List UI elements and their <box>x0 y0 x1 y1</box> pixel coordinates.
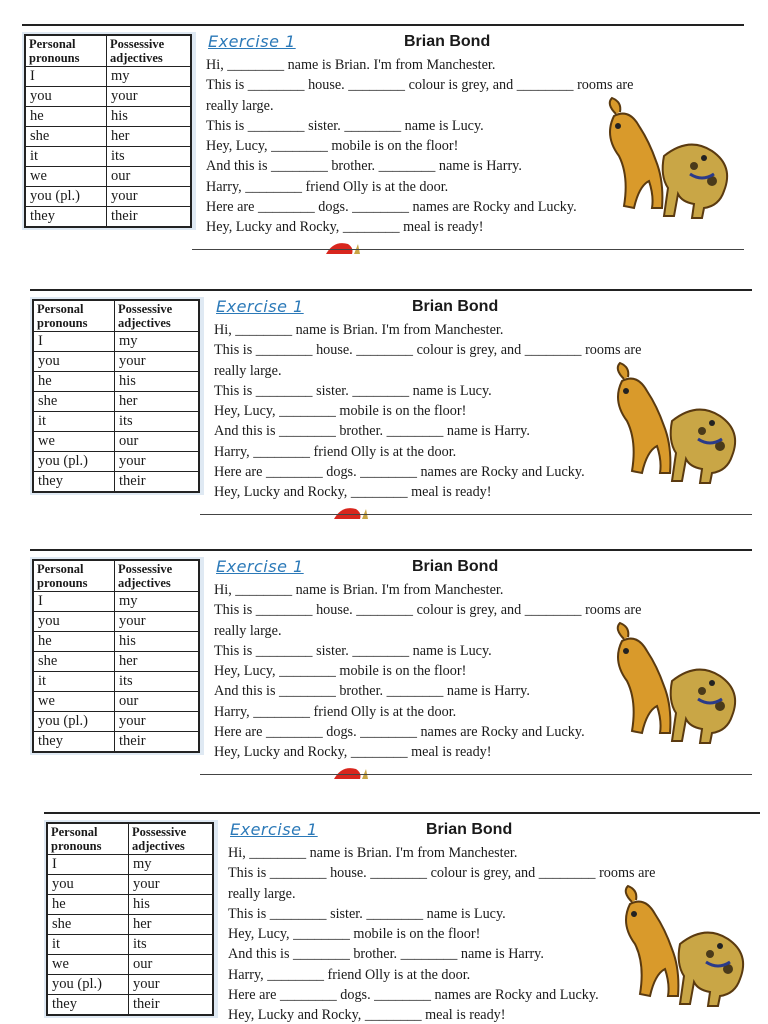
card-top-rule <box>30 289 752 291</box>
sentence-line: And this is ________ brother. ________ name is Harry. <box>228 946 544 963</box>
pronoun-cell: you <box>33 352 115 372</box>
pronoun-cell: they <box>47 995 129 1016</box>
adjective-cell: your <box>129 975 214 995</box>
dogs-illustration <box>610 884 760 1014</box>
sentence-line: Here are ________ dogs. ________ names are Rocky and Lucky. <box>214 464 585 481</box>
name-title: Brian Bond <box>412 558 499 575</box>
table-row <box>25 67 191 87</box>
table-row <box>33 452 199 472</box>
adjective-cell: your <box>115 612 200 632</box>
pronoun-table-wrapper <box>30 297 204 495</box>
adjective-cell: your <box>107 187 192 207</box>
name-title: Brian Bond <box>412 298 499 315</box>
pronoun-cell: you <box>47 875 129 895</box>
adjective-cell: our <box>107 167 192 187</box>
dogs-illustration <box>602 361 752 491</box>
pronoun-cell: he <box>25 107 107 127</box>
table-row <box>33 712 199 732</box>
sentence-line: Hi, ________ name is Brian. I'm from Manchester. <box>206 57 496 73</box>
table-row <box>33 652 199 672</box>
pronoun-cell: it <box>47 935 129 955</box>
header-possessive-adjectives: Possessive adjectives <box>129 823 214 855</box>
bird-illustration <box>324 240 364 254</box>
table-row <box>33 472 199 493</box>
pronoun-table <box>24 34 192 228</box>
pronoun-cell: he <box>33 372 115 392</box>
table-row <box>47 995 213 1016</box>
sentence-line: Here are ________ dogs. ________ names are Rocky and Lucky. <box>228 987 599 1004</box>
pronoun-cell: she <box>33 392 115 412</box>
table-row <box>25 147 191 167</box>
pronoun-cell: I <box>47 855 129 875</box>
sentence-line: Hey, Lucy, ________ mobile is on the floor! <box>206 138 459 155</box>
card-top-rule <box>30 549 752 551</box>
sentence-line: Hey, Lucy, ________ mobile is on the floor! <box>214 403 467 420</box>
sentence-line: This is ________ sister. ________ name is Lucy. <box>214 382 492 399</box>
adjective-cell: their <box>115 472 200 493</box>
adjective-cell: my <box>115 332 200 352</box>
sentence-line: And this is ________ brother. ________ name is Harry. <box>214 423 530 440</box>
adjective-cell: her <box>115 392 200 412</box>
exercise-title: Exercise 1 <box>208 32 296 51</box>
sentence-line: Hey, Lucky and Rocky, ________ meal is ready! <box>206 219 484 236</box>
pronoun-cell: she <box>33 652 115 672</box>
card-top-rule <box>22 24 744 26</box>
adjective-cell: its <box>115 412 200 432</box>
adjective-cell: her <box>129 915 214 935</box>
table-row <box>47 915 213 935</box>
adjective-cell: his <box>107 107 192 127</box>
header-personal-pronouns: Personal pronouns <box>47 823 129 855</box>
pronoun-table-wrapper <box>44 820 218 1018</box>
table-row <box>25 87 191 107</box>
pronoun-cell: we <box>33 432 115 452</box>
pronoun-table <box>32 559 200 753</box>
adjective-cell: our <box>115 692 200 712</box>
worksheet-card <box>30 289 752 517</box>
sentence-line: really large. <box>214 362 282 379</box>
table-row <box>47 855 213 875</box>
pronoun-cell: he <box>33 632 115 652</box>
adjective-cell: your <box>115 452 200 472</box>
sentence-line: And this is ________ brother. ________ name is Harry. <box>214 683 530 700</box>
worksheet-card <box>30 549 752 777</box>
pronoun-cell: they <box>25 207 107 228</box>
sentence-line: Harry, ________ friend Olly is at the door. <box>214 443 457 460</box>
adjective-cell: her <box>115 652 200 672</box>
header-personal-pronouns: Personal pronouns <box>25 35 107 67</box>
sentence-line: Hey, Lucy, ________ mobile is on the floor! <box>214 663 467 680</box>
table-row <box>47 975 213 995</box>
exercise-title: Exercise 1 <box>230 820 318 839</box>
header-possessive-adjectives: Possessive adjectives <box>115 300 200 332</box>
worksheet-card <box>22 24 744 252</box>
header-personal-pronouns: Personal pronouns <box>33 300 115 332</box>
sentence-line: Hi, ________ name is Brian. I'm from Manchester. <box>214 582 504 598</box>
adjective-cell: its <box>115 672 200 692</box>
adjective-cell: your <box>107 87 192 107</box>
pronoun-cell: we <box>33 692 115 712</box>
table-row <box>33 672 199 692</box>
sentence-line: Harry, ________ friend Olly is at the door. <box>214 703 457 720</box>
sentence-line: This is ________ house. ________ colour is grey, and ________ rooms are <box>214 342 642 359</box>
table-row <box>47 955 213 975</box>
sentence-line: This is ________ sister. ________ name is Lucy. <box>214 642 492 659</box>
table-row <box>33 692 199 712</box>
pronoun-cell: you <box>33 612 115 632</box>
sentence-line: And this is ________ brother. ________ name is Harry. <box>206 158 522 175</box>
pronoun-cell: we <box>47 955 129 975</box>
table-row <box>47 935 213 955</box>
pronoun-table-wrapper <box>30 557 204 755</box>
table-row <box>33 632 199 652</box>
table-row <box>33 372 199 392</box>
card-top-rule <box>44 812 760 814</box>
table-row <box>25 107 191 127</box>
pronoun-cell: I <box>25 67 107 87</box>
adjective-cell: their <box>107 207 192 228</box>
sentence-line: Hi, ________ name is Brian. I'm from Manchester. <box>214 322 504 338</box>
adjective-cell: its <box>107 147 192 167</box>
pronoun-cell: they <box>33 732 115 753</box>
bird-illustration <box>332 765 372 779</box>
adjective-cell: his <box>129 895 214 915</box>
adjective-cell: your <box>115 712 200 732</box>
table-row <box>25 167 191 187</box>
adjective-cell: your <box>115 352 200 372</box>
pronoun-table <box>32 299 200 493</box>
sentence-line: really large. <box>214 622 282 639</box>
exercise-title: Exercise 1 <box>216 557 304 576</box>
adjective-cell: his <box>115 372 200 392</box>
worksheet-card <box>44 812 760 1024</box>
sentence-line: Hi, ________ name is Brian. I'm from Manchester. <box>228 845 518 861</box>
table-row <box>47 875 213 895</box>
sentence-line: really large. <box>228 885 296 902</box>
table-row <box>25 207 191 228</box>
table-row <box>33 392 199 412</box>
pronoun-cell: we <box>25 167 107 187</box>
pronoun-cell: it <box>33 672 115 692</box>
exercise-sentences <box>206 55 646 238</box>
table-row <box>33 592 199 612</box>
header-possessive-adjectives: Possessive adjectives <box>115 560 200 592</box>
table-row <box>33 612 199 632</box>
pronoun-cell: you (pl.) <box>47 975 129 995</box>
dogs-illustration <box>602 621 752 751</box>
sentence-line: This is ________ house. ________ colour is grey, and ________ rooms are <box>206 77 634 94</box>
pronoun-cell: you (pl.) <box>33 712 115 732</box>
adjective-cell: your <box>129 875 214 895</box>
pronoun-table <box>46 822 214 1016</box>
name-title: Brian Bond <box>404 33 491 50</box>
sentence-line: Harry, ________ friend Olly is at the door. <box>206 178 449 195</box>
adjective-cell: my <box>107 67 192 87</box>
adjective-cell: their <box>115 732 200 753</box>
table-row <box>47 895 213 915</box>
sentence-line: Harry, ________ friend Olly is at the door. <box>228 966 471 983</box>
sentence-line: This is ________ house. ________ colour is grey, and ________ rooms are <box>214 602 642 619</box>
pronoun-cell: I <box>33 332 115 352</box>
sentence-line: This is ________ house. ________ colour is grey, and ________ rooms are <box>228 865 656 882</box>
pronoun-cell: she <box>25 127 107 147</box>
card-bottom-rule <box>200 514 752 515</box>
exercise-sentences <box>214 580 654 763</box>
sentence-line: Here are ________ dogs. ________ names are Rocky and Lucky. <box>206 199 577 216</box>
sentence-line: Hey, Lucky and Rocky, ________ meal is ready! <box>228 1007 506 1024</box>
card-bottom-rule <box>192 249 744 250</box>
adjective-cell: my <box>129 855 214 875</box>
header-possessive-adjectives: Possessive adjectives <box>107 35 192 67</box>
exercise-sentences <box>214 320 654 503</box>
card-bottom-rule <box>200 774 752 775</box>
pronoun-table-wrapper <box>22 32 196 230</box>
pronoun-cell: she <box>47 915 129 935</box>
dogs-illustration <box>594 96 744 226</box>
adjective-cell: our <box>129 955 214 975</box>
adjective-cell: its <box>129 935 214 955</box>
pronoun-cell: you (pl.) <box>25 187 107 207</box>
sentence-line: This is ________ sister. ________ name is Lucy. <box>228 905 506 922</box>
sentence-line: This is ________ sister. ________ name is Lucy. <box>206 117 484 134</box>
adjective-cell: my <box>115 592 200 612</box>
sentence-line: really large. <box>206 97 274 114</box>
table-row <box>33 432 199 452</box>
table-row <box>25 187 191 207</box>
exercise-sentences <box>228 843 668 1024</box>
adjective-cell: his <box>115 632 200 652</box>
pronoun-cell: he <box>47 895 129 915</box>
sentence-line: Hey, Lucky and Rocky, ________ meal is ready! <box>214 484 492 501</box>
pronoun-cell: it <box>25 147 107 167</box>
adjective-cell: our <box>115 432 200 452</box>
header-personal-pronouns: Personal pronouns <box>33 560 115 592</box>
table-row <box>33 732 199 753</box>
pronoun-cell: you <box>25 87 107 107</box>
sentence-line: Here are ________ dogs. ________ names are Rocky and Lucky. <box>214 724 585 741</box>
table-row <box>33 412 199 432</box>
table-row <box>33 352 199 372</box>
bird-illustration <box>332 505 372 519</box>
pronoun-cell: they <box>33 472 115 493</box>
adjective-cell: her <box>107 127 192 147</box>
table-row <box>25 127 191 147</box>
pronoun-cell: I <box>33 592 115 612</box>
exercise-title: Exercise 1 <box>216 297 304 316</box>
adjective-cell: their <box>129 995 214 1016</box>
pronoun-cell: it <box>33 412 115 432</box>
name-title: Brian Bond <box>426 821 513 838</box>
sentence-line: Hey, Lucky and Rocky, ________ meal is ready! <box>214 744 492 761</box>
table-row <box>33 332 199 352</box>
sentence-line: Hey, Lucy, ________ mobile is on the floor! <box>228 926 481 943</box>
pronoun-cell: you (pl.) <box>33 452 115 472</box>
